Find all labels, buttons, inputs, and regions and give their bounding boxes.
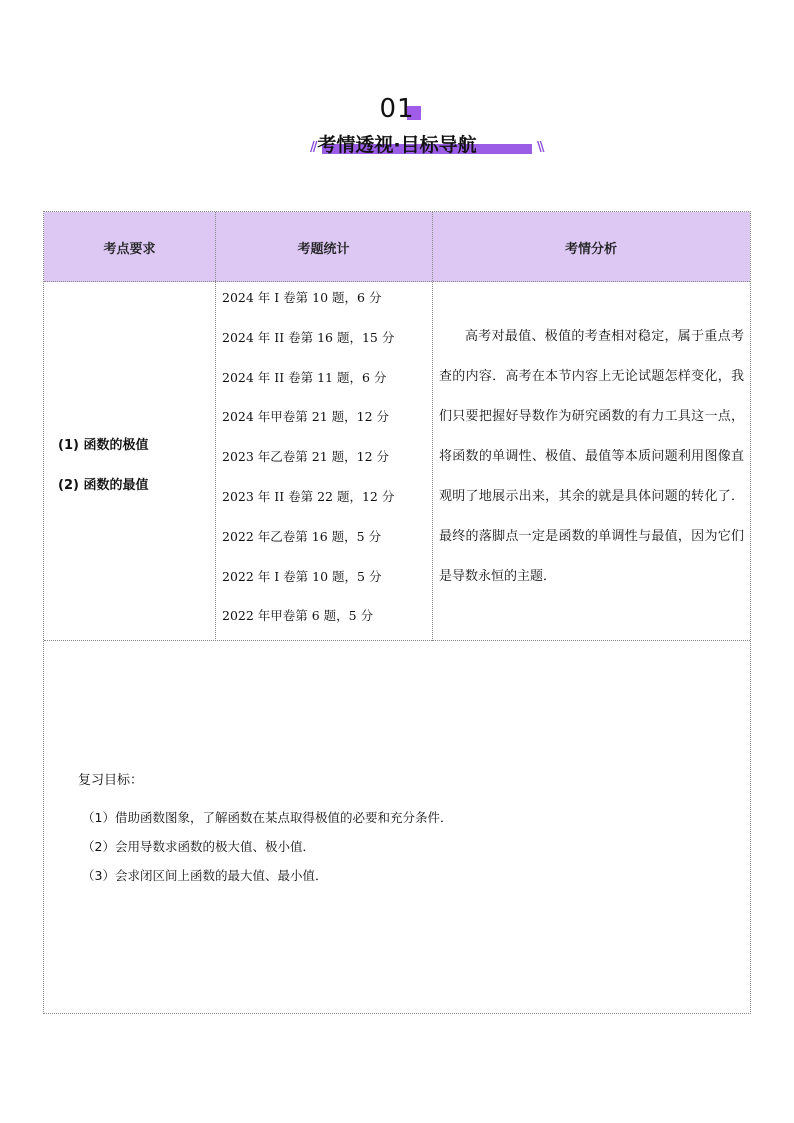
section-number: 01 <box>379 94 415 124</box>
right-slash-ornament: \\ <box>537 140 543 155</box>
analysis-cell: 高考对最值、极值的考查相对稳定，属于重点考查的内容．高考在本节内容上无论试题怎样变化，我们只要把握好导数作为研究函数的有力工具这一点，将函数的单调性、极值、最值等本质问题利用图像直观明了地展示出来，其余的就是具体问题的转化了．最终的落脚点一定是函数的单调性与最值，因为它们是导数永恒的主题． <box>439 329 744 584</box>
requirement-item: (1) 函数的极值 <box>58 438 149 453</box>
table-body-row <box>44 282 750 641</box>
review-goals-row <box>44 641 750 1013</box>
exam-analysis-table <box>43 211 751 1014</box>
review-goal-item: （2）会用导数求函数的极大值、极小值． <box>82 839 315 854</box>
statistic-item: 2022 年 I 卷第 10 题，5 分 <box>222 568 382 584</box>
statistic-item: 2023 年乙卷第 21 题，12 分 <box>222 449 390 465</box>
requirements-cell <box>58 426 148 506</box>
review-goal-item: （1）借助函数图象，了解函数在某点取得极值的必要和充分条件． <box>82 810 453 825</box>
statistic-item: 2022 年乙卷第 16 题，5 分 <box>222 528 382 544</box>
left-slash-ornament: // <box>310 140 316 155</box>
section-heading <box>0 92 794 162</box>
statistic-item: 2024 年 I 卷第 10 题，6 分 <box>222 290 382 305</box>
section-title: 考情透视·目标导航 <box>317 134 477 156</box>
statistic-item: 2023 年 II 卷第 22 题，12 分 <box>222 488 395 504</box>
review-goals-title: 复习目标： <box>78 773 144 788</box>
header-statistics: 考题统计 <box>297 241 350 257</box>
requirement-item: (2) 函数的最值 <box>58 478 149 493</box>
header-requirements: 考点要求 <box>103 241 156 257</box>
statistic-item: 2024 年甲卷第 21 题，12 分 <box>222 409 390 425</box>
review-goal-item: （3）会求闭区间上函数的最大值、最小值． <box>82 868 328 883</box>
statistic-item: 2024 年 II 卷第 16 题，15 分 <box>222 329 395 345</box>
statistics-cell <box>222 278 394 636</box>
review-goals-list <box>82 803 452 890</box>
table-header-row <box>44 212 750 282</box>
statistic-item: 2024 年 II 卷第 11 题，6 分 <box>222 369 387 385</box>
statistic-item: 2022 年甲卷第 6 题，5 分 <box>222 608 374 624</box>
header-analysis: 考情分析 <box>564 241 617 257</box>
